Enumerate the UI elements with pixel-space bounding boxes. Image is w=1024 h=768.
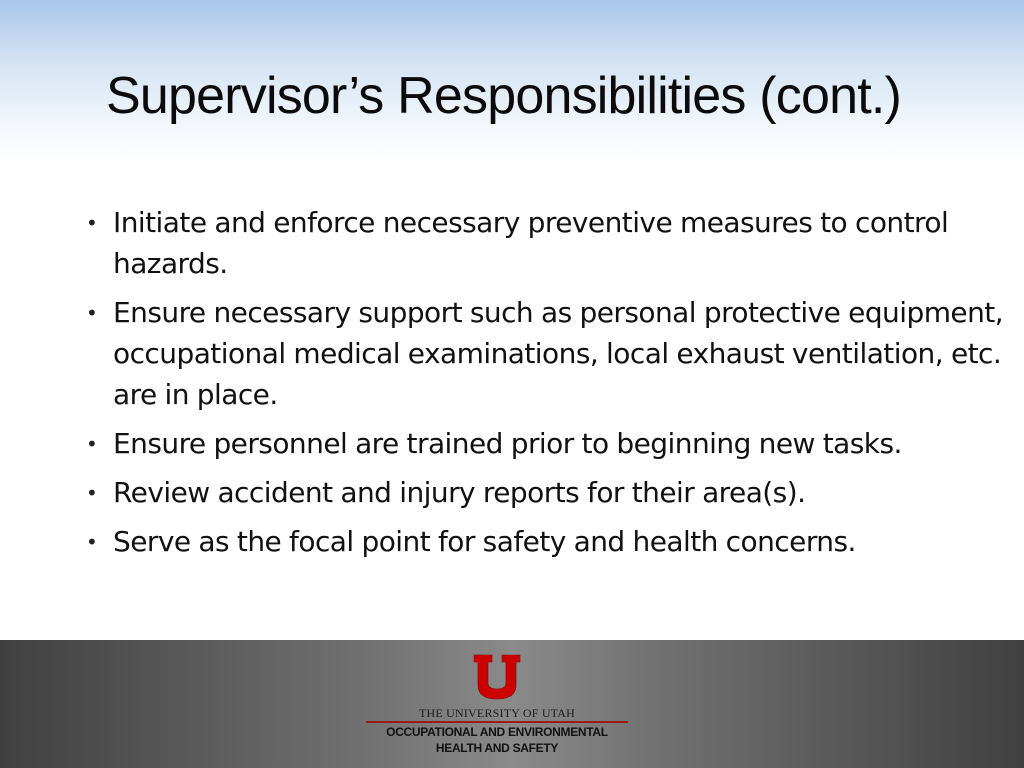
university-logo (366, 652, 628, 762)
bullet-item (86, 292, 1006, 415)
bullet-text: Review accident and injury reports for their area(s). (113, 476, 806, 509)
footer-bar (0, 640, 1024, 768)
bullet-item (86, 202, 1006, 284)
block-u-icon (472, 652, 522, 702)
bullet-dot-icon: • (86, 301, 98, 325)
logo-divider (366, 721, 628, 723)
bullet-item (86, 472, 1006, 513)
bullet-item (86, 423, 1006, 464)
bullet-list (86, 202, 1006, 570)
bullet-dot-icon: • (86, 530, 98, 554)
bullet-item (86, 521, 1006, 562)
bullet-dot-icon: • (86, 432, 98, 456)
bullet-text: Ensure necessary support such as personal protective equipment, occupational medical examinations, local exhaust ventilation, etc. are in place. (113, 296, 1004, 411)
bullet-text: Serve as the focal point for safety and health concerns. (113, 525, 856, 558)
logo-department-line1: OCCUPATIONAL AND ENVIRONMENTAL (386, 725, 608, 739)
slide-title: Supervisor’s Responsibilities (cont.) (106, 67, 902, 125)
block-u-shape (474, 655, 520, 699)
bullet-text: Ensure personnel are trained prior to beginning new tasks. (113, 427, 902, 460)
logo-university-name: THE UNIVERSITY OF UTAH (419, 706, 575, 720)
logo-department-line2: HEALTH AND SAFETY (435, 741, 559, 755)
bullet-dot-icon: • (86, 481, 98, 505)
bullet-text: Initiate and enforce necessary preventive measures to control hazards. (113, 206, 949, 280)
bullet-dot-icon: • (86, 211, 98, 235)
